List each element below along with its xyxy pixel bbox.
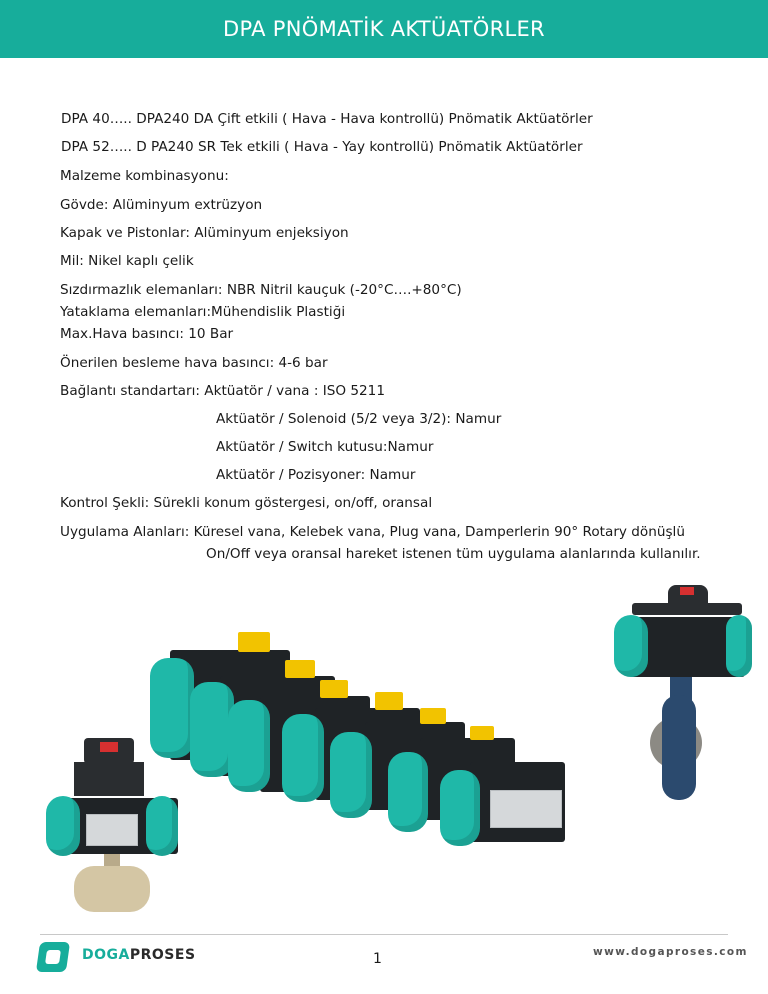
footer-divider — [40, 934, 728, 935]
actuator-group-photo — [150, 630, 610, 860]
spec-line-body: Gövde: Alüminyum extrüzyon — [60, 197, 263, 213]
website-url: www.dogaproses.com — [593, 946, 748, 958]
page-header — [0, 0, 768, 58]
spec-line-connection-standard: Bağlantı standartarı: Aktüatör / vana : ISO 5211 — [60, 383, 385, 399]
page-title: DPA PNÖMATİK AKTÜATÖRLER — [223, 17, 545, 41]
logo-text: DOGAPROSES — [82, 947, 196, 963]
spec-line-bearings: Yataklama elemanları:Mühendislik Plastiği — [60, 304, 346, 320]
spec-line-shaft: Mil: Nikel kaplı çelik — [60, 253, 194, 269]
spec-line-positioner: Aktüatör / Pozisyoner: Namur — [216, 467, 416, 483]
butterfly-valve-photo — [610, 585, 750, 805]
page-number: 1 — [373, 951, 382, 967]
spec-line-solenoid: Aktüatör / Solenoid (5/2 veya 3/2): Namur — [216, 411, 502, 427]
spec-line-control-type: Kontrol Şekli: Sürekli konum göstergesi, on/off, oransal — [60, 495, 433, 511]
spec-line-double-acting: DPA 40….. DPA240 DA Çift etkili ( Hava - Hava kontrollü) Pnömatik Aktüatörler — [61, 111, 593, 127]
company-logo — [38, 940, 218, 974]
spec-line-single-acting: DPA 52….. D PA240 SR Tek etkili ( Hava - Yay kontrollü) Pnömatik Aktüatörler — [61, 139, 583, 155]
logo-mark-icon — [36, 942, 70, 972]
spec-line-cover: Kapak ve Pistonlar: Alüminyum enjeksiyon — [60, 225, 349, 241]
ball-valve-photo — [40, 738, 180, 918]
spec-line-switch-box: Aktüatör / Switch kutusu:Namur — [216, 439, 434, 455]
spec-line-seals: Sızdırmazlık elemanları: NBR Nitril kauçuk (-20°C….+80°C) — [60, 282, 462, 298]
spec-line-application-cont: On/Off veya oransal hareket istenen tüm uygulama alanlarında kullanılır. — [206, 546, 701, 562]
spec-line-supply-pressure: Önerilen besleme hava basıncı: 4-6 bar — [60, 355, 328, 371]
spec-line-application: Uygulama Alanları: Küresel vana, Kelebek vana, Plug vana, Damperlerin 90° Rotary dönüşlü — [60, 524, 685, 540]
spec-line-max-pressure: Max.Hava basıncı: 10 Bar — [60, 326, 234, 342]
spec-line-material-heading: Malzeme kombinasyonu: — [60, 168, 229, 184]
